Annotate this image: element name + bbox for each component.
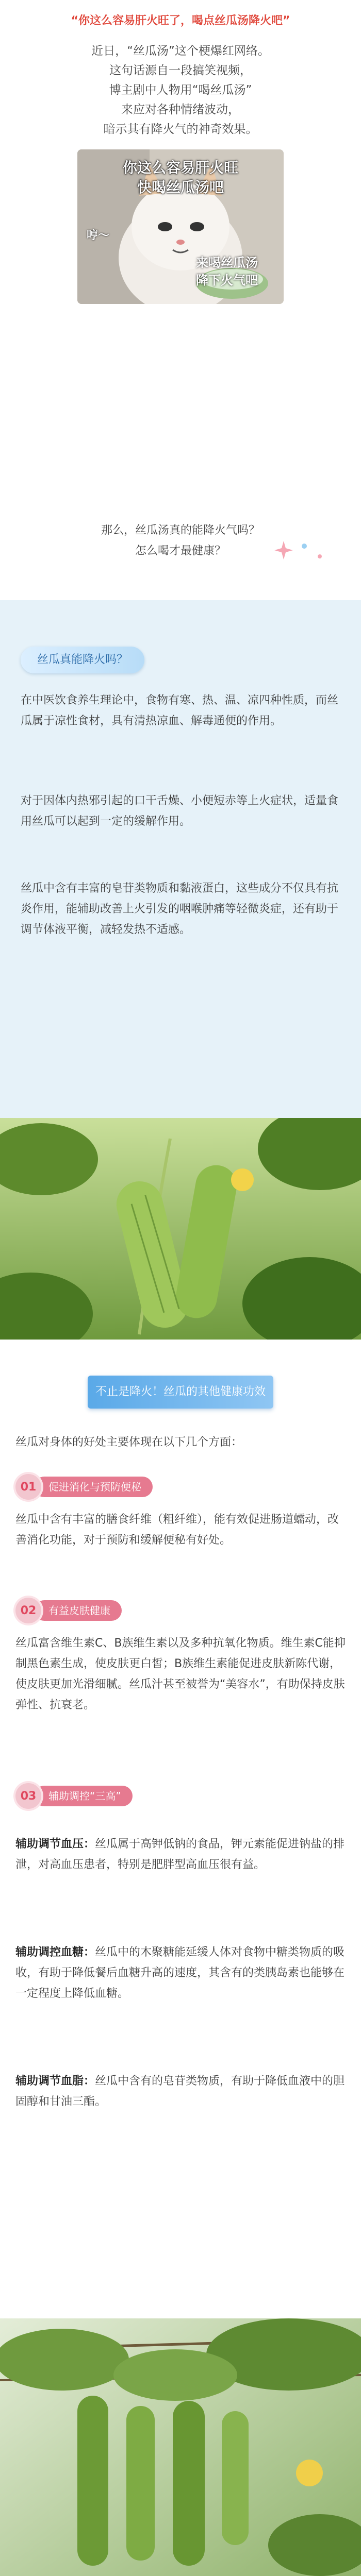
paragraph: 丝瓜对身体的好处主要体现在以下几个方面： xyxy=(15,1436,243,1449)
item-label: 辅助调控血糖： xyxy=(15,1946,95,1959)
subhead-label: 辅助调控“三高” xyxy=(34,1786,133,1806)
hanging-loofah-photo xyxy=(0,2318,361,2576)
cat-meme-image xyxy=(77,149,284,304)
item-text: 丝瓜中含有的皂苷类物质，有助于降低血液中的胆固醇和甘油三酯。 xyxy=(15,2075,345,2108)
intro-line: 来应对各种情绪波动， xyxy=(121,103,240,116)
lead-quote: “你这么容易肝火旺了，喝点丝瓜汤降火吧” xyxy=(71,14,290,27)
number-badge: 01 xyxy=(15,1474,41,1500)
paragraph-blood-lipid xyxy=(15,2071,346,2112)
intro-line: 近日，“丝瓜汤”这个梗爆红网络。 xyxy=(91,44,270,58)
item-label: 辅助调节血压： xyxy=(15,1838,95,1851)
paragraph: 对于因体内热邪引起的口干舌燥、小便短赤等上火症状，适量食用丝瓜可以起到一定的缓解作用。 xyxy=(21,794,339,828)
paragraph: 丝瓜中含有丰富的膳食纤维（粗纤维），能有效促进肠道蠕动，改善消化功能，对于预防和缓解便秘有好处。 xyxy=(15,1513,339,1547)
sparkle-icon xyxy=(268,536,340,567)
number-badge: 02 xyxy=(15,1598,41,1623)
paragraph: 在中医饮食养生理论中，食物有寒、热、温、凉四种性质，而丝瓜属于凉性食材，具有清热凉血、解毒通便的作用。 xyxy=(21,694,339,727)
meme-caption-top: 你这么容易肝火旺 xyxy=(122,159,238,176)
subhead-three-high xyxy=(15,1783,133,1809)
meme-caption-bottom1: 来喝丝瓜汤 xyxy=(196,256,258,270)
meme-caption-top2: 快喝丝瓜汤吧 xyxy=(137,179,224,196)
section-title: 丝瓜真能降火吗？ xyxy=(21,647,144,673)
paragraph: 丝瓜中含有丰富的皂苷类物质和黏液蛋白，这些成分不仅具有抗炎作用，能辅助改善上火引发的咽喉肿痛等轻微炎症，还有助于调节体液平衡，减轻发热不适感。 xyxy=(21,882,339,936)
paragraph-blood-sugar xyxy=(15,1942,346,2004)
paragraph: 丝瓜富含维生素C、B族维生素以及多种抗氧化物质。维生素C能抑制黑色素生成，使皮肤更白皙；B族维生素能促进皮肤新陈代谢，使皮肤更加光滑细腻。丝瓜汁甚至被誉为“美容水”，有助保持皮肤弹性、抗衰老。 xyxy=(15,1637,346,1711)
number-badge: 03 xyxy=(15,1783,41,1809)
meme-caption-bottom2: 降下火气吧 xyxy=(196,273,258,287)
section-banner: 不止是降火！丝瓜的其他健康功效 xyxy=(88,1376,273,1409)
item-text: 丝瓜属于高钾低钠的食品，钾元素能促进钠盐的排泄，对高血压患者，特别是肥胖型高血压很有益。 xyxy=(15,1838,345,1871)
question-line: 怎么喝才最健康？ xyxy=(135,545,226,557)
intro-line: 博主剧中人物用“喝丝瓜汤” xyxy=(109,83,252,97)
question-line: 那么，丝瓜汤真的能降火气吗？ xyxy=(101,524,260,537)
section-does-loofah-reduce-heat xyxy=(0,600,361,1121)
subhead-label: 促进消化与预防便秘 xyxy=(34,1477,153,1497)
paragraph-blood-pressure xyxy=(15,1834,346,1875)
subhead-label: 有益皮肤健康 xyxy=(34,1600,122,1621)
subhead-skin xyxy=(15,1597,122,1624)
item-text: 丝瓜中的木聚糖能延缓人体对食物中糖类物质的吸收，有助于降低餐后血糖升高的速度，其含有的类胰岛素也能够在一定程度上降低血糖。 xyxy=(15,1946,345,2000)
intro-line: 这句话源自一段搞笑视频， xyxy=(109,64,252,77)
subhead-digestion xyxy=(15,1473,153,1500)
intro-line: 暗示其有降火气的神奇效果。 xyxy=(103,123,258,136)
item-label: 辅助调节血脂： xyxy=(15,2075,95,2088)
intro-text xyxy=(0,41,361,139)
loofah-vine-photo xyxy=(0,1118,361,1340)
meme-side-text: 哼～ xyxy=(87,229,110,242)
